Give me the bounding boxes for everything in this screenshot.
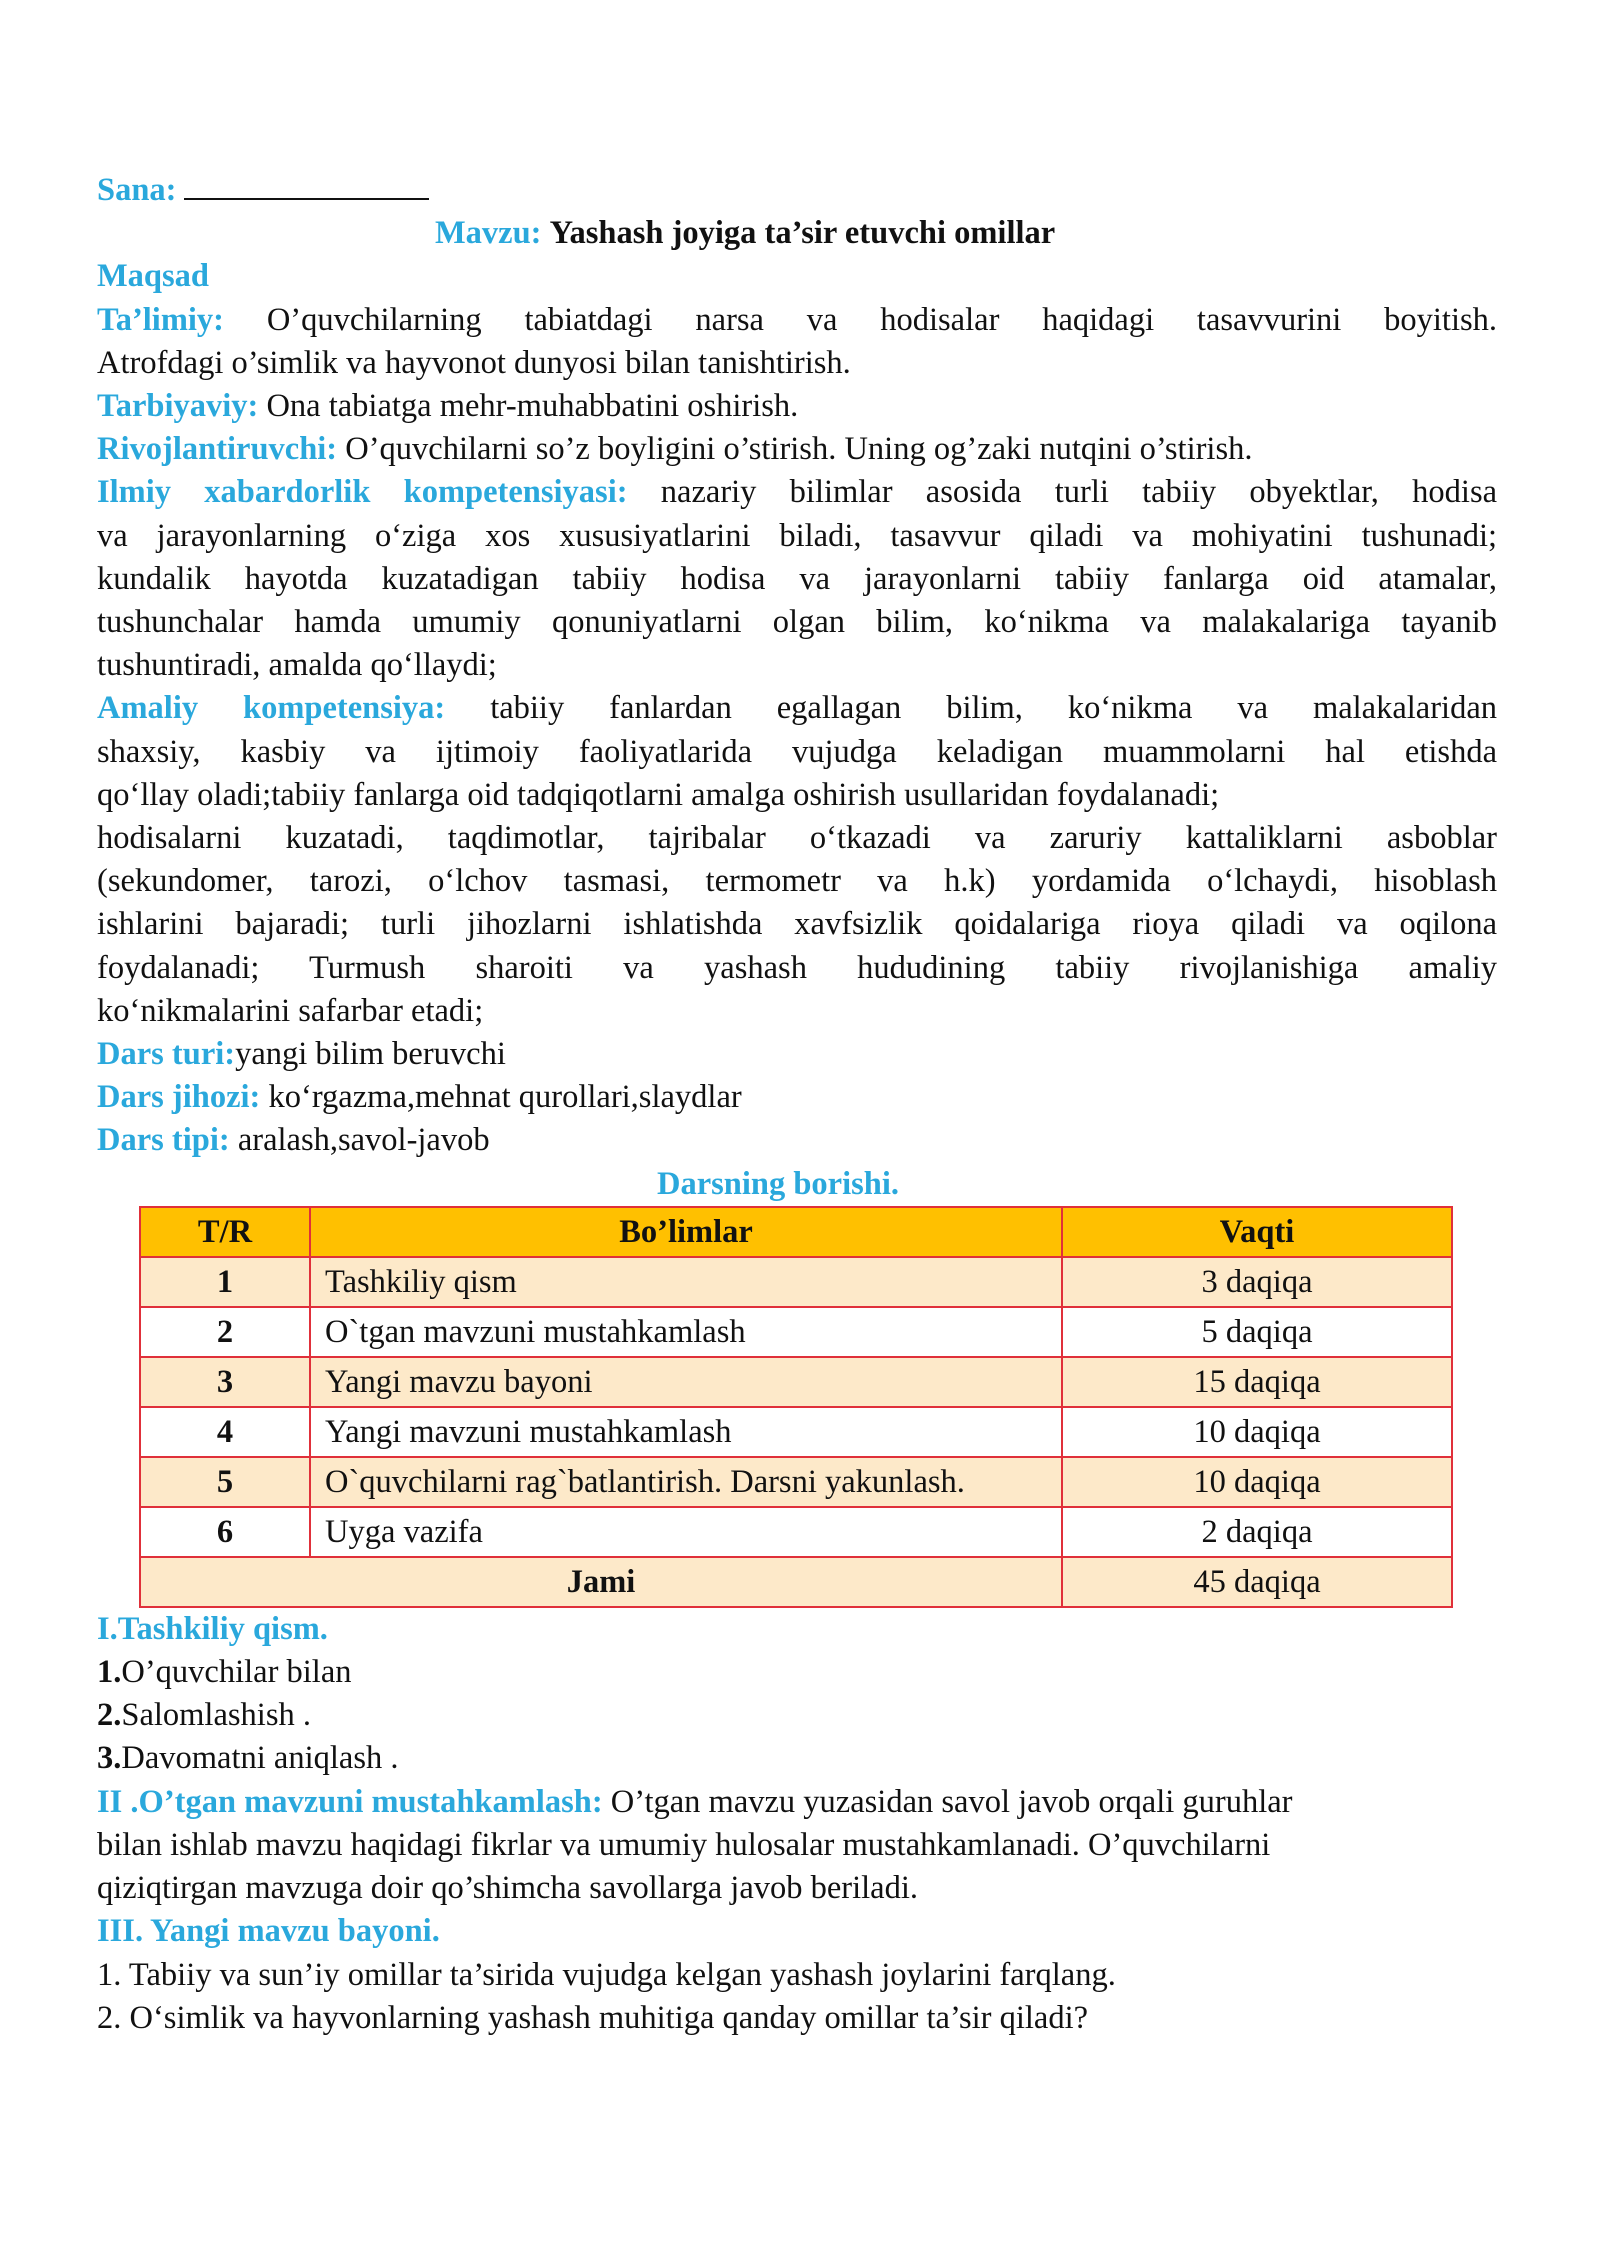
practical-line-2: shaxsiy, kasbiy va ijtimoiy faoliyatlarida vujudga keladigan muammolarni hal etishda (97, 733, 1497, 770)
scientific-line-2: va jarayonlarning o‘ziga xos xususiyatlarini biladi, tasavvur qiladi va mohiyatini tushunadi; (97, 517, 1497, 554)
practical-line-1 (97, 687, 1497, 730)
date-blank (184, 168, 429, 200)
row-time: 5 daqiqa (1062, 1307, 1452, 1357)
scientific-line-5: tushuntiradi, amalda qo‘llaydi; (97, 647, 497, 684)
scientific-text: nazariy bilimlar asosida turli tabiiy obyektlar, hodisa (660, 474, 1498, 511)
table-row (140, 1257, 1452, 1307)
section2-line-1 (97, 1781, 1497, 1824)
list-item-number: 1. (97, 1654, 122, 1691)
table-total-row (140, 1557, 1452, 1607)
section3-heading: III. Yangi mavzu bayoni. (97, 1913, 440, 1950)
table-row (140, 1407, 1452, 1457)
row-section: Yangi mavzu bayoni (310, 1357, 1062, 1407)
list-item-number: 3. (97, 1740, 122, 1777)
section2-text: O’tgan mavzu yuzasidan savol javob orqali guruhlar (610, 1783, 1293, 1820)
column-header-number: T/R (140, 1207, 310, 1257)
total-time: 45 daqiqa (1062, 1557, 1452, 1607)
list-item: 2. O‘simlik va hayvonlarning yashash muhitiga qanday omillar ta’sir qiladi? (97, 1999, 1089, 2036)
table-header-row (140, 1207, 1452, 1257)
section2-line-3: qiziqtirgan mavzuga doir qo’shimcha savollarga javob beriladi. (97, 1870, 919, 1907)
table-row (140, 1357, 1452, 1407)
row-time: 10 daqiqa (1062, 1457, 1452, 1507)
educational-label: Ta’limiy: (97, 301, 225, 338)
upbringing-goal (97, 385, 1497, 428)
list-item-text: Davomatni aniqlash . (121, 1740, 399, 1777)
row-number: 1 (140, 1257, 310, 1307)
lesson-equipment-label: Dars jihozi: (97, 1079, 261, 1116)
topic-title: Yashash joyiga ta’sir etuvchi omillar (549, 215, 1056, 252)
row-section: Tashkiliy qism (310, 1257, 1062, 1307)
topic-label: Mavzu: (435, 215, 542, 252)
column-header-sections: Bo’limlar (310, 1207, 1062, 1257)
practical-line-3: qo‘llay oladi;tabiiy fanlarga oid tadqiqotlarni amalga oshirish usullaridan foydalanadi; (97, 776, 1220, 813)
educational-text-line2: Atrofdagi o’simlik va hayvonot dunyosi bilan tanishtirish. (97, 344, 851, 381)
practical-label: Amaliy kompetensiya: (97, 690, 446, 727)
topic-row (97, 212, 1497, 255)
row-section: Yangi mavzuni mustahkamlash (310, 1407, 1062, 1457)
row-number: 4 (140, 1407, 310, 1457)
scientific-line-1 (97, 471, 1497, 514)
lesson-type-value: yangi bilim beruvchi (235, 1036, 506, 1073)
total-label: Jami (140, 1557, 1062, 1607)
row-time: 10 daqiqa (1062, 1407, 1452, 1457)
date-label: Sana: (97, 172, 177, 208)
goals-heading: Maqsad (97, 258, 209, 295)
lesson-kind-row (97, 1119, 1497, 1162)
practical-competency (97, 687, 1497, 1033)
list-item (97, 1694, 1497, 1737)
lesson-plan-heading: Darsning borishi. (657, 1165, 900, 1202)
developmental-label: Rivojlantiruvchi: (97, 431, 338, 468)
section2-line-2: bilan ishlab mavzu haqidagi fikrlar va umumiy hulosalar mustahkamlanadi. O’quvchilarni (97, 1826, 1271, 1863)
upbringing-text: Ona tabiatga mehr-muhabbatini oshirish. (266, 388, 799, 425)
lesson-plan-content (97, 168, 1497, 2040)
lesson-equipment-row (97, 1076, 1497, 1119)
row-section: O`tgan mavzuni mustahkamlash (310, 1307, 1062, 1357)
table-row (140, 1507, 1452, 1557)
row-time: 2 daqiqa (1062, 1507, 1452, 1557)
list-item-text: Salomlashish . (121, 1697, 311, 1734)
educational-text-line1: O’quvchilarning tabiatdagi narsa va hodisalar haqidagi tasavvurini boyitish. (266, 301, 1497, 338)
date-row (97, 168, 1497, 212)
practical-line-7: foydalanadi; Turmush sharoiti va yashash hududining tabiiy rivojlanishiga amaliy (97, 949, 1497, 986)
row-time: 3 daqiqa (1062, 1257, 1452, 1307)
scientific-label: Ilmiy xabardorlik kompetensiyasi: (97, 474, 628, 511)
scientific-line-4: tushunchalar hamda umumiy qonuniyatlarni olgan bilim, ko‘nikma va malakalariga tayanib (97, 604, 1497, 641)
row-time: 15 daqiqa (1062, 1357, 1452, 1407)
column-header-time: Vaqti (1062, 1207, 1452, 1257)
practical-line-5: (sekundomer, tarozi, o‘lchov tasmasi, termometr va h.k) yordamida o‘lchaydi, hisoblash (97, 863, 1497, 900)
educational-goal (97, 299, 1497, 342)
practical-line-6: ishlarini bajaradi; turli jihozlarni ishlatishda xavfsizlik qoidalariga rioya qiladi va oqilona (97, 906, 1497, 943)
developmental-text: O’quvchilarni so’z boyligini o’stirish. Uning og’zaki nutqini o’stirish. (345, 431, 1253, 468)
practical-line-8: ko‘nikmalarini safarbar etadi; (97, 992, 484, 1029)
list-item-number: 2. (97, 1697, 122, 1734)
row-number: 5 (140, 1457, 310, 1507)
row-number: 6 (140, 1507, 310, 1557)
practical-text: tabiiy fanlardan egallagan bilim, ko‘nikma va malakalaridan (490, 690, 1498, 727)
scientific-line-3: kundalik hayotda kuzatadigan tabiiy hodisa va jarayonlarni tabiiy fanlarga oid atamalar, (97, 560, 1497, 597)
row-number: 2 (140, 1307, 310, 1357)
lesson-equipment-value: ko‘rgazma,mehnat qurollari,slaydlar (268, 1079, 742, 1116)
section2-label: II .O’tgan mavzuni mustahkamlash: (97, 1783, 603, 1820)
table-row (140, 1457, 1452, 1507)
section1-heading: I.Tashkiliy qism. (97, 1610, 328, 1647)
row-section: O`quvchilarni rag`batlantirish. Darsni yakunlash. (310, 1457, 1062, 1507)
upbringing-label: Tarbiyaviy: (97, 388, 259, 425)
lesson-kind-value: aralash,savol-javob (237, 1122, 490, 1159)
list-item (97, 1651, 1497, 1694)
list-item-text: O’quvchilar bilan (121, 1654, 352, 1691)
list-item: 1. Tabiiy va sun’iy omillar ta’sirida vujudga kelgan yashash joylarini farqlang. (97, 1956, 1116, 1993)
practical-line-4: hodisalarni kuzatadi, taqdimotlar, tajribalar o‘tkazadi va zaruriy kattaliklarni asboblar (97, 820, 1497, 857)
row-number: 3 (140, 1357, 310, 1407)
scientific-competency (97, 471, 1497, 687)
lesson-type-label: Dars turi: (97, 1036, 236, 1073)
lesson-type-row (97, 1033, 1497, 1076)
list-item (97, 1737, 1497, 1780)
developmental-goal (97, 428, 1497, 471)
lesson-plan-table (139, 1206, 1453, 1608)
table-row (140, 1307, 1452, 1357)
row-section: Uyga vazifa (310, 1507, 1062, 1557)
lesson-kind-label: Dars tipi: (97, 1122, 230, 1159)
